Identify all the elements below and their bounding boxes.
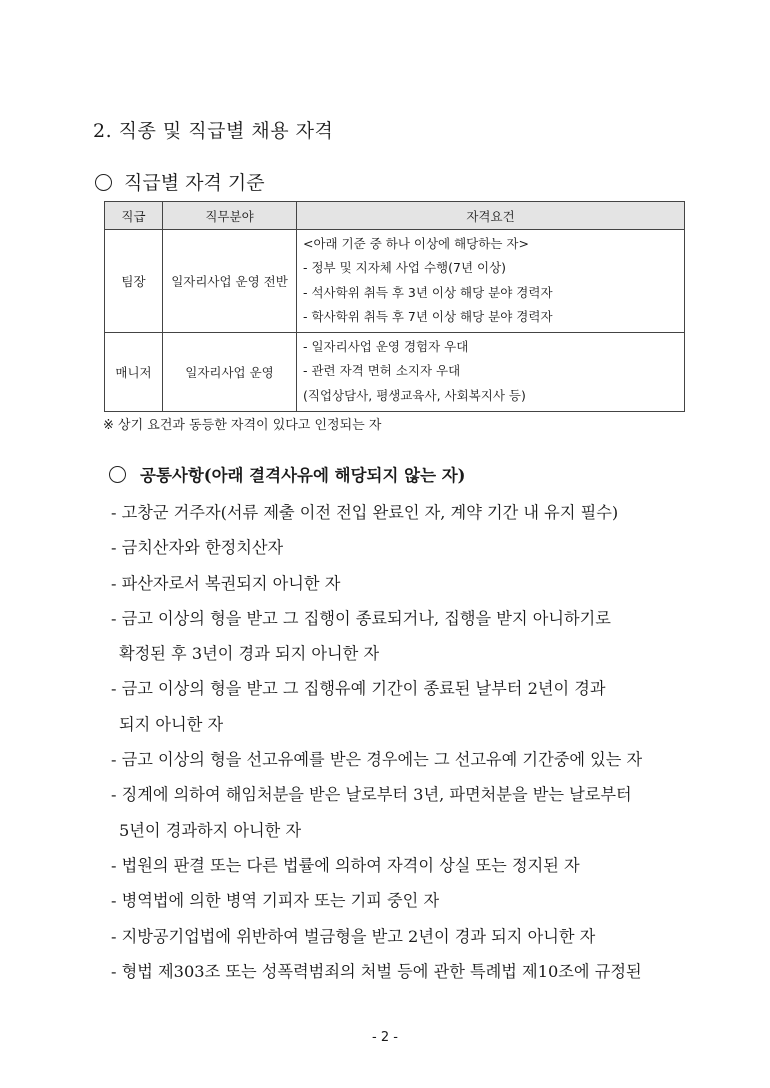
list-item-continuation: 5년이 경과하지 아니한 자 xyxy=(119,820,302,840)
page-number: - 2 - xyxy=(372,1030,398,1045)
subsection-heading-text: 직급별 자격 기준 xyxy=(124,172,265,194)
table-note: ※ 상기 요건과 동등한 자격이 있다고 인정되는 자 xyxy=(103,418,382,433)
list-item: - 병역법에 의한 병역 기피자 또는 기피 중인 자 xyxy=(111,891,440,911)
circle-bullet-icon xyxy=(109,466,126,483)
requirements-cell xyxy=(297,333,685,412)
list-item: - 법원의 판결 또는 다른 법률에 의하여 자격이 상실 또는 정지된 자 xyxy=(111,855,580,875)
table-header-row xyxy=(105,202,685,230)
requirement-line: (직업상담사, 평생교육사, 사회복지사 등) xyxy=(303,387,526,403)
list-item: - 징계에 의하여 해임처분을 받은 날로부터 3년, 파면처분을 받는 날로부터 xyxy=(111,785,632,805)
list-item: - 지방공기업법에 위반하여 벌금형을 받고 2년이 경과 되지 아니한 자 xyxy=(111,926,596,946)
header-grade: 직급 xyxy=(105,202,163,230)
list-item: - 금고 이상의 형을 선고유예를 받은 경우에는 그 선고유예 기간중에 있는 자 xyxy=(111,750,643,770)
circle-bullet-icon xyxy=(95,174,112,191)
list-item: - 파산자로서 복권되지 아니한 자 xyxy=(111,573,341,593)
requirement-line: - 일자리사업 운영 경험자 우대 xyxy=(303,339,469,355)
subsection-heading xyxy=(95,168,265,195)
common-heading-text: 공통사항(아래 결격사유에 해당되지 않는 자) xyxy=(140,466,466,485)
requirement-line: - 석사학위 취득 후 3년 이상 해당 분야 경력자 xyxy=(303,284,553,300)
header-requirements: 자격요건 xyxy=(297,202,685,230)
qualification-table xyxy=(104,201,685,412)
list-item-continuation: 확정된 후 3년이 경과 되지 아니한 자 xyxy=(119,644,380,664)
header-field: 직무분야 xyxy=(163,202,297,230)
requirements-cell xyxy=(297,230,685,333)
requirement-line: - 정부 및 지자체 사업 수행(7년 이상) xyxy=(303,260,507,276)
requirement-line: <아래 기준 중 하나 이상에 해당하는 자> xyxy=(303,236,529,251)
table-row-manager xyxy=(105,333,685,412)
requirement-line: - 학사학위 취득 후 7년 이상 해당 분야 경력자 xyxy=(303,308,553,324)
requirement-line: - 관련 자격 면허 소지자 우대 xyxy=(303,363,461,379)
table-row-team-leader xyxy=(105,230,685,333)
list-item: - 형법 제303조 또는 성폭력범죄의 처벌 등에 관한 특례법 제10조에 규정된 xyxy=(111,961,642,981)
list-item: - 금고 이상의 형을 받고 그 집행이 종료되거나, 집행을 받지 아니하기로 xyxy=(111,608,611,628)
list-item: - 고창군 거주자(서류 제출 이전 전입 완료인 자, 계약 기간 내 유지 필수) xyxy=(111,503,619,522)
list-item: - 금고 이상의 형을 받고 그 집행유예 기간이 종료된 날부터 2년이 경과 xyxy=(111,679,606,699)
section-heading: 2. 직종 및 직급별 채용 자격 xyxy=(93,120,334,142)
field-cell: 일자리사업 운영 전반 xyxy=(163,230,297,333)
disqualification-list xyxy=(111,495,701,989)
list-item-continuation: 되지 아니한 자 xyxy=(119,714,224,734)
grade-cell: 팀장 xyxy=(105,230,163,333)
list-item: - 금치산자와 한정치산자 xyxy=(111,538,284,558)
field-cell: 일자리사업 운영 xyxy=(163,333,297,412)
grade-cell: 매니저 xyxy=(105,333,163,412)
common-requirements-heading xyxy=(109,462,466,486)
